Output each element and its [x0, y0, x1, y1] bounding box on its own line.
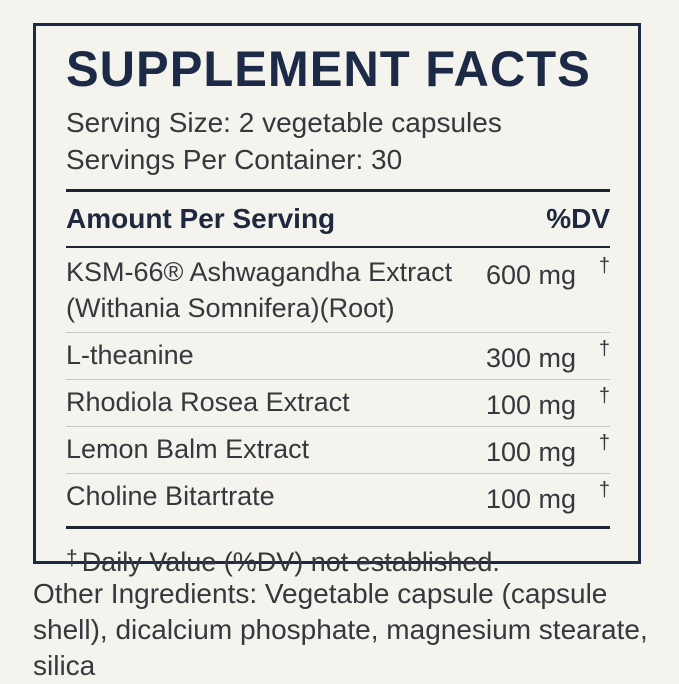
ingredient-amount: 100 mg	[485, 390, 576, 420]
ingredient-amount: 100 mg	[485, 437, 576, 467]
table-row	[66, 474, 610, 520]
supplement-facts-panel	[33, 23, 641, 577]
ingredient-amount: 100 mg	[485, 484, 576, 514]
dv-footnote	[66, 529, 610, 580]
table-row	[66, 248, 610, 332]
ingredient-name: Choline Bitartrate	[66, 481, 275, 511]
ingredient-name: Rhodiola Rosea Extract	[66, 387, 350, 417]
ingredient-name: Lemon Balm Extract	[66, 434, 310, 464]
table-row	[66, 427, 610, 473]
ingredient-dv-dagger: †	[598, 338, 610, 360]
column-header-row	[66, 192, 610, 246]
table-row	[66, 333, 610, 379]
ingredient-amount: 300 mg	[485, 343, 576, 373]
ingredient-amount: 600 mg	[485, 260, 576, 290]
ingredient-dv-dagger: †	[598, 432, 610, 454]
percent-dv-header: %DV	[546, 203, 610, 234]
ingredient-name: L-theanine	[66, 340, 194, 370]
ingredient-dv-dagger: †	[598, 255, 610, 277]
ingredient-name: KSM-66® Ashwagandha Extract (Withania Somnifera)(Root)	[66, 257, 453, 323]
dagger-symbol: †	[66, 547, 78, 570]
amount-per-serving-header: Amount Per Serving	[66, 203, 336, 234]
other-ingredients-text: Other Ingredients: Vegetable capsule (capsule shell), dicalcium phosphate, magnesium stearate, silica	[33, 578, 648, 681]
panel-title: SUPPLEMENT FACTS	[66, 41, 591, 97]
ingredient-dv-dagger: †	[598, 385, 610, 407]
dv-footnote-text: Daily Value (%DV) not established.	[81, 547, 500, 577]
table-row	[66, 380, 610, 426]
ingredient-dv-dagger: †	[598, 479, 610, 501]
servings-per-container-text: Servings Per Container: 30	[66, 144, 403, 175]
serving-size-text: Serving Size: 2 vegetable capsules	[66, 107, 502, 138]
